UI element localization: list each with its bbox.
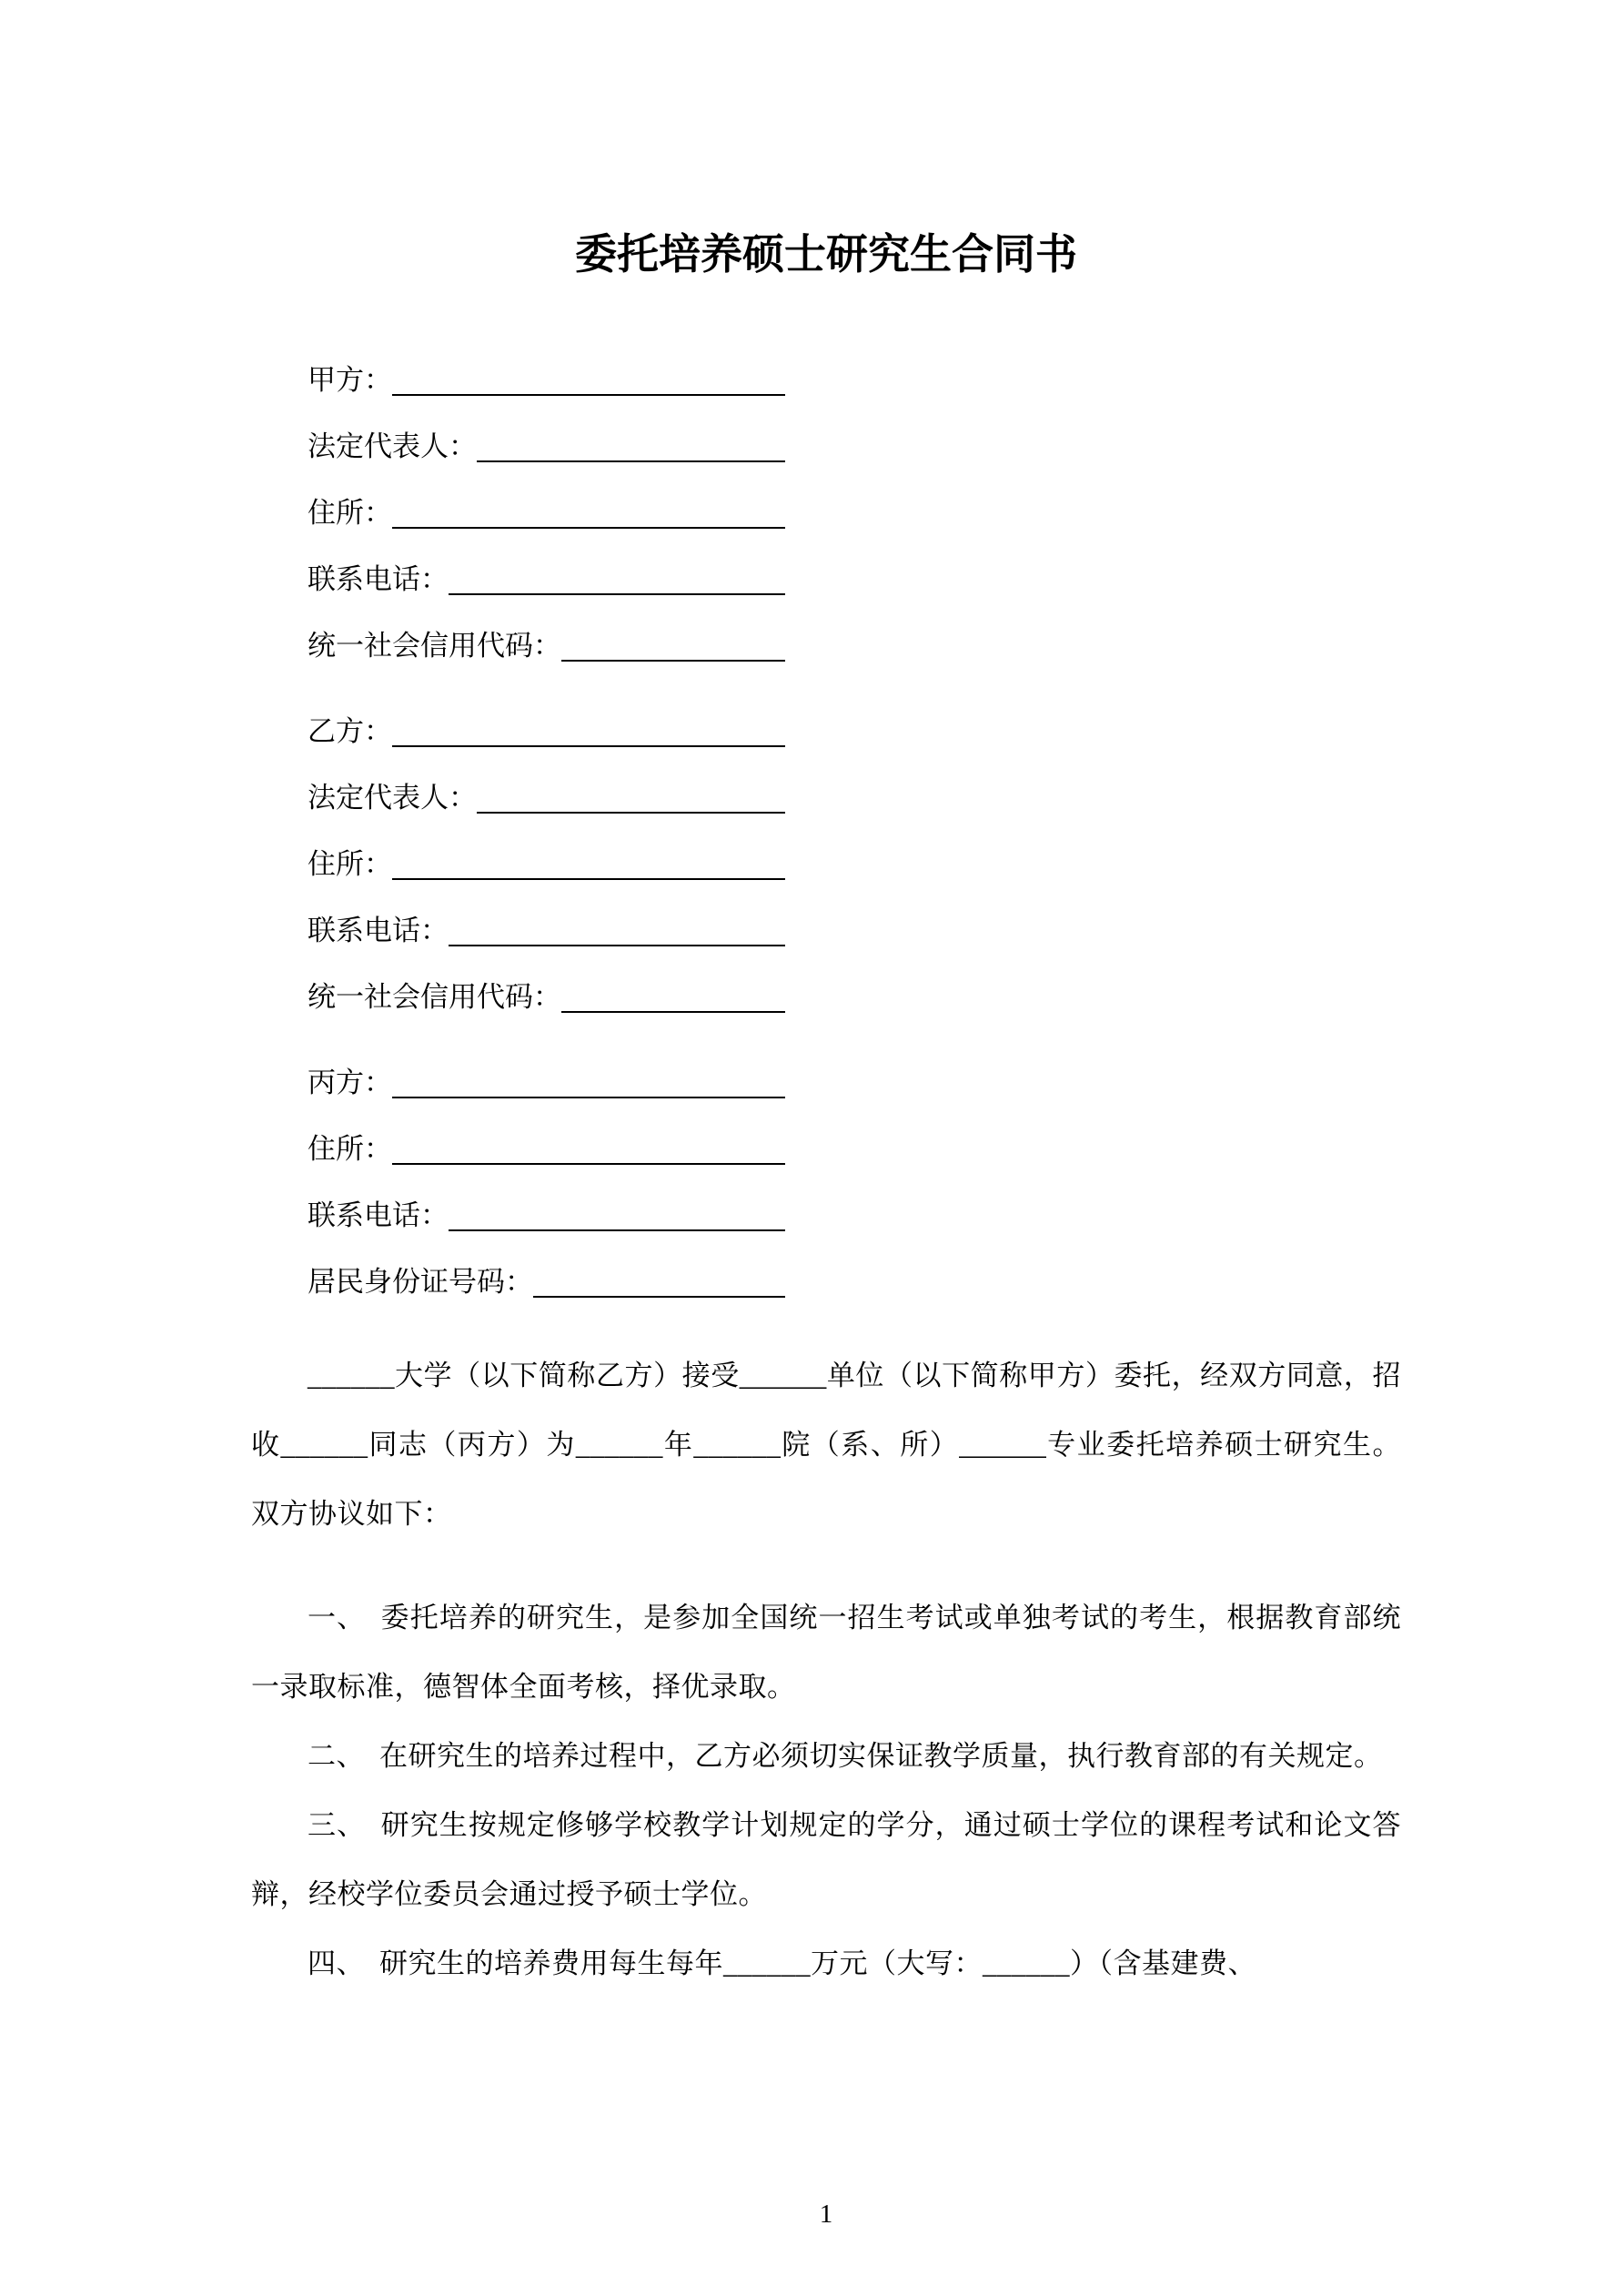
blank-line [477,460,785,462]
document-title: 委托培养硕士研究生合同书 [575,231,1077,278]
blank-line [449,593,785,595]
field-label: 住所： [308,848,392,880]
field-row-party-a-representative [308,426,785,468]
blank-line [561,1011,785,1013]
clause-3: 三、 研究生按规定修够学校教学计划规定的学分，通过硕士学位的课程考试和论文答辩，经校学位委员会通过授予硕士学位。 [251,1809,1401,1910]
page-number: 1 [819,2200,833,2229]
field-row-party-c-id-number [308,1261,785,1303]
blank-line [392,527,785,529]
blank-line [392,1097,785,1098]
field-label: 联系电话： [308,915,449,946]
blank-line [561,660,785,662]
blank-line [392,745,785,747]
field-row-party-b-representative [308,777,785,819]
field-row-party-c-phone [308,1195,785,1237]
field-row-party-b-phone [308,910,785,952]
field-label: 联系电话： [308,1199,449,1231]
field-label: 居民身份证号码： [308,1266,533,1298]
blank-line [477,812,785,814]
field-label: 统一社会信用代码： [308,981,561,1013]
field-label: 乙方： [308,715,392,747]
field-label: 住所： [308,1133,392,1165]
clause-2: 二、 在研究生的培养过程中，乙方必须切实保证教学质量，执行教育部的有关规定。 [308,1740,1383,1772]
field-row-party-a-name [308,359,785,401]
intro-paragraph: ______大学（以下简称乙方）接受______单位（以下简称甲方）委托，经双方同意，招收______同志（丙方）为______年______院（系、所）______专业委托培养硕士研究生。双方协议如下： [251,1360,1401,1530]
party-a-section [308,359,785,667]
field-label: 丙方： [308,1067,392,1098]
clause-1: 一、 委托培养的研究生，是参加全国统一招生考试或单独考试的考生，根据教育部统一录取标准，德智体全面考核，择优录取。 [251,1602,1401,1703]
field-row-party-a-address [308,492,785,534]
field-row-party-a-phone [308,559,785,601]
blank-line [392,1163,785,1165]
field-label: 联系电话： [308,563,449,595]
field-label: 甲方： [308,364,392,396]
blank-line [449,945,785,946]
blank-line [449,1229,785,1231]
blank-line [533,1296,785,1298]
field-label: 法定代表人： [308,782,477,814]
party-c-section [308,1062,785,1303]
party-b-section [308,711,785,1018]
field-row-party-c-name [308,1062,785,1104]
field-label: 法定代表人： [308,430,477,462]
field-label: 住所： [308,497,392,529]
field-row-party-b-address [308,844,785,885]
field-row-party-a-credit-code [308,625,785,667]
field-row-party-b-name [308,711,785,753]
field-row-party-c-address [308,1128,785,1170]
blank-line [392,394,785,396]
field-label: 统一社会信用代码： [308,630,561,662]
clause-4: 四、 研究生的培养费用每生每年______万元（大写：______）（含基建费、 [308,1947,1256,1979]
blank-line [392,878,785,880]
field-row-party-b-credit-code [308,976,785,1018]
